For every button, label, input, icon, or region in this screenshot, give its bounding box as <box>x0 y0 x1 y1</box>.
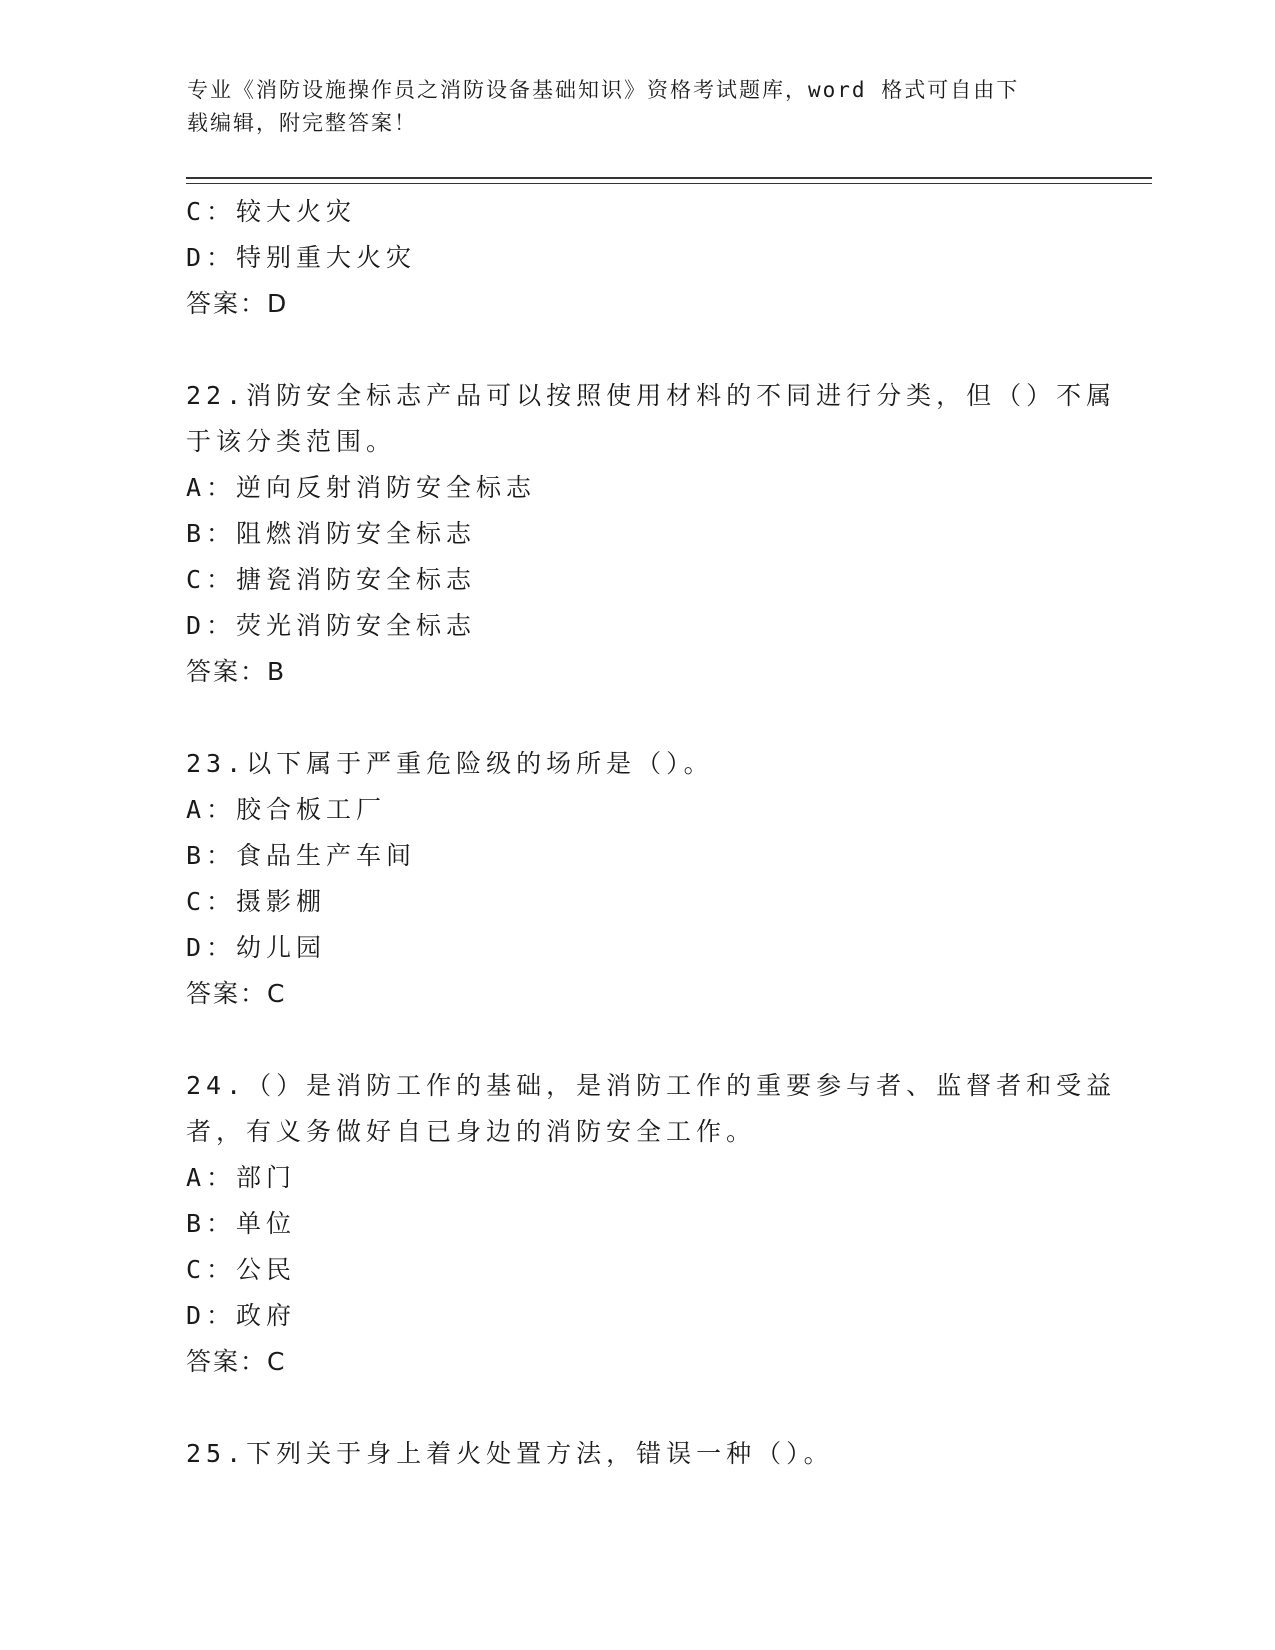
option-a: A：胶合板工厂 <box>186 795 387 824</box>
answer-line: 答案：C <box>186 979 287 1008</box>
option-b: B：食品生产车间 <box>186 841 417 870</box>
question-22 <box>186 373 1117 695</box>
option-b: B：单位 <box>186 1209 297 1238</box>
question-list <box>186 189 1117 1477</box>
option-c: C：较大火灾 <box>186 197 357 226</box>
question-stem: 22.消防安全标志产品可以按照使用材料的不同进行分类，但（）不属 <box>186 381 1117 410</box>
spacer <box>186 1385 1086 1431</box>
question-stem: 23.以下属于严重危险级的场所是（）。 <box>186 749 714 778</box>
option-c: C：摄影棚 <box>186 887 327 916</box>
answer-line: 答案：D <box>186 289 289 318</box>
answer-line: 答案：C <box>186 1347 287 1376</box>
option-d: D：政府 <box>186 1301 297 1330</box>
option-a: A：逆向反射消防安全标志 <box>186 473 537 502</box>
question-23 <box>186 741 1086 1017</box>
option-c: C：搪瓷消防安全标志 <box>186 565 477 594</box>
question-24 <box>186 1063 1117 1385</box>
question-stem: 24.（）是消防工作的基础，是消防工作的重要参与者、监督者和受益 <box>186 1071 1117 1100</box>
question-stem: 25.下列关于身上着火处置方法，错误一种（）。 <box>186 1439 834 1468</box>
option-d: D：特别重大火灾 <box>186 243 417 272</box>
header-divider-thin <box>186 183 1152 184</box>
spacer <box>186 327 1086 373</box>
document-header <box>187 74 1087 140</box>
option-c: C：公民 <box>186 1255 297 1284</box>
option-a: A：部门 <box>186 1163 297 1192</box>
header-line-2: 载编辑，附完整答案！ <box>187 111 417 135</box>
option-b: B：阻燃消防安全标志 <box>186 519 477 548</box>
question-25 <box>186 1431 1086 1477</box>
header-line-1: 专业《消防设施操作员之消防设备基础知识》资格考试题库，word 格式可自由下 <box>187 78 1020 102</box>
spacer <box>186 695 1086 741</box>
answer-line: 答案：B <box>186 657 287 686</box>
option-d: D：幼儿园 <box>186 933 327 962</box>
question-stem: 于该分类范围。 <box>186 427 397 456</box>
question-stem: 者，有义务做好自已身边的消防安全工作。 <box>186 1117 757 1146</box>
option-d: D：荧光消防安全标志 <box>186 611 477 640</box>
header-divider-thick <box>186 177 1152 179</box>
spacer <box>186 1017 1086 1063</box>
